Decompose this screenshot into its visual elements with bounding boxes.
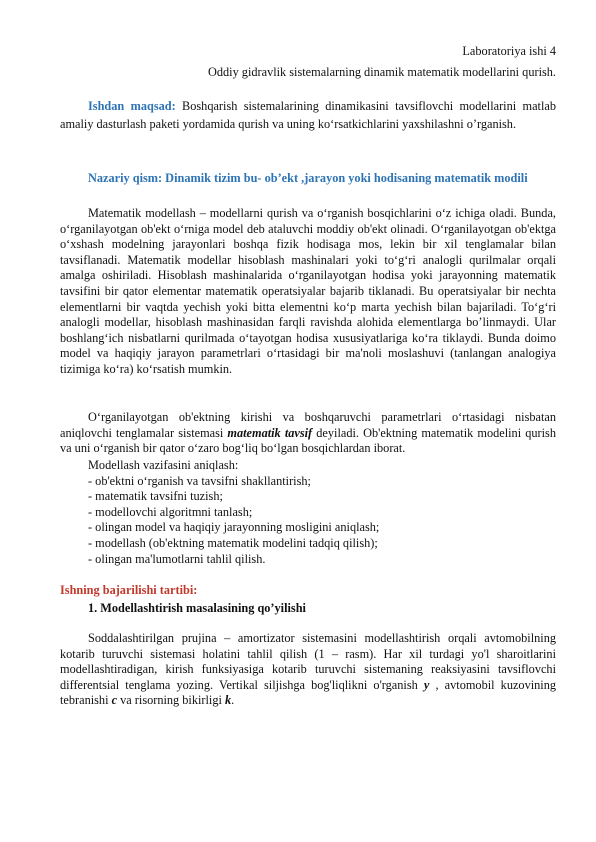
purpose-paragraph bbox=[60, 97, 556, 133]
procedure-text-b: , avtomobil kuzovining tebranishi bbox=[60, 677, 556, 708]
procedure-text-c: va risorning bikirligi bbox=[117, 693, 225, 708]
tasks-block bbox=[60, 458, 556, 567]
step-1-heading: 1. Modellashtirish masalasining qo’yilishi bbox=[88, 601, 306, 615]
variable-y: y bbox=[423, 677, 430, 692]
theory-heading: Nazariy qism: Dinamik tizim bu- ob’ekt ,jarayon yoki hodisaning matematik modili bbox=[88, 171, 528, 185]
document-subtitle: Oddiy gidravlik sistemalarning dinamik matematik modellarini qurish. bbox=[207, 65, 556, 79]
task-item: - modellash (ob'ektning matematik modelini tadqiq qilish); bbox=[88, 535, 378, 550]
procedure-heading: Ishning bajarilishi tartibi: bbox=[60, 583, 198, 597]
para2-text-end: deyiladi. Ob'ektning matematik modelini qurish va uni oʻrganish bir qator oʻzaro bogʻliq boʻlgan bosqichlardan iborat. bbox=[60, 425, 556, 456]
procedure-text-d: . bbox=[231, 693, 235, 708]
para2-text-start: Oʻrganilayotgan ob'ektning kirishi va boshqaruvchi parametrlari oʻrtasidagi nisbatan aniqlovchi tenglamalar sistemasi bbox=[60, 410, 556, 440]
procedure-paragraph bbox=[60, 631, 556, 709]
task-item: - olingan ma'lumotlarni tahlil qilish. bbox=[88, 551, 266, 566]
task-item: - ob'ektni oʻrganish va tavsifni shakllantirish; bbox=[88, 473, 311, 488]
theory-paragraph-1: Matematik modellash – modellarni qurish va oʻrganish bosqichlarini oʻz ichiga oladi. Bunda, oʻrganilayotgan ob'ekt oʻrniga model deb ataluvchi moddiy ob'ekt olinadi. Oʻrganilayotgan ob'ektga oʻxshash modelning jarayonlari boshqa fizik hodisaga mos, lekin bir xil tenglamalar bilan tavsiflanadi. Matematik modellar hisoblash mashinalari yoki toʻgʻri analogli qurilmalar orqali amalga oshiriladi. Hisoblash mashinalarida oʻrganilayotgan hodisa yoki jarayonning matematik tavsifini bir qator elementar matematik operatsiyalar bajarib tiklanadi. Bu operatsiyalar bir nechta elementlarni bir vaqtda yechish yoki bitta elementni koʻp marta yechish bilan bajariladi. Toʻgʻri analogli modellar, hisoblash mashinasidan farqli ravishda alohida elementlarga bo’linmaydi. Ular boshlangʻich nisbatlarni qurilmada oʻtayotgan hodisa xususiyatlariga koʻra tiklaydi. Bunda doimo model va haqiqiy jarayon parametrlari oʻrtasidagi bir ma'noli moslashuvi (tanlangan analogiya tizimiga koʻra) koʻrsatish mumkin. bbox=[60, 206, 556, 376]
matematik-tavsif-term: matematik tavsif bbox=[227, 425, 313, 440]
purpose-label: Ishdan maqsad: bbox=[88, 99, 176, 113]
task-item: - olingan model va haqiqiy jarayonning mosligini aniqlash; bbox=[88, 520, 380, 535]
variable-k: k bbox=[224, 693, 232, 708]
lab-title: Laboratoriya ishi 4 bbox=[462, 44, 556, 58]
purpose-text: Boshqarish sistemalarining dinamikasini tavsiflovchi modellarini matlab amaliy dasturlash paketi yordamida qurish va uning koʻrsatkichlarini yaxshilashni o’rganish. bbox=[60, 99, 556, 131]
theory-paragraph-2 bbox=[60, 410, 556, 457]
procedure-text-a: Soddalashtirilgan prujina – amortizator sistemasini modellashtirish orqali avtomobilning kotarib turuvchi sistemasi holatini tahlil qilish (1 – rasm). Har xil turdagi yo'l sharoitlarini modellashtiradigan, kirish funksiyasiga kotarib turuvchi sistemaning reaksiyasini tavsiflovchi differentsial tenglama yozing. Vertikal siljishga bog'liqlikni o'rganish bbox=[60, 631, 556, 692]
tasks-title: Modellash vazifasini aniqlash: bbox=[88, 458, 239, 472]
task-item: - modellovchi algoritmni tanlash; bbox=[88, 504, 253, 519]
variable-c: c bbox=[111, 693, 118, 708]
task-item: - matematik tavsifni tuzish; bbox=[88, 489, 223, 504]
